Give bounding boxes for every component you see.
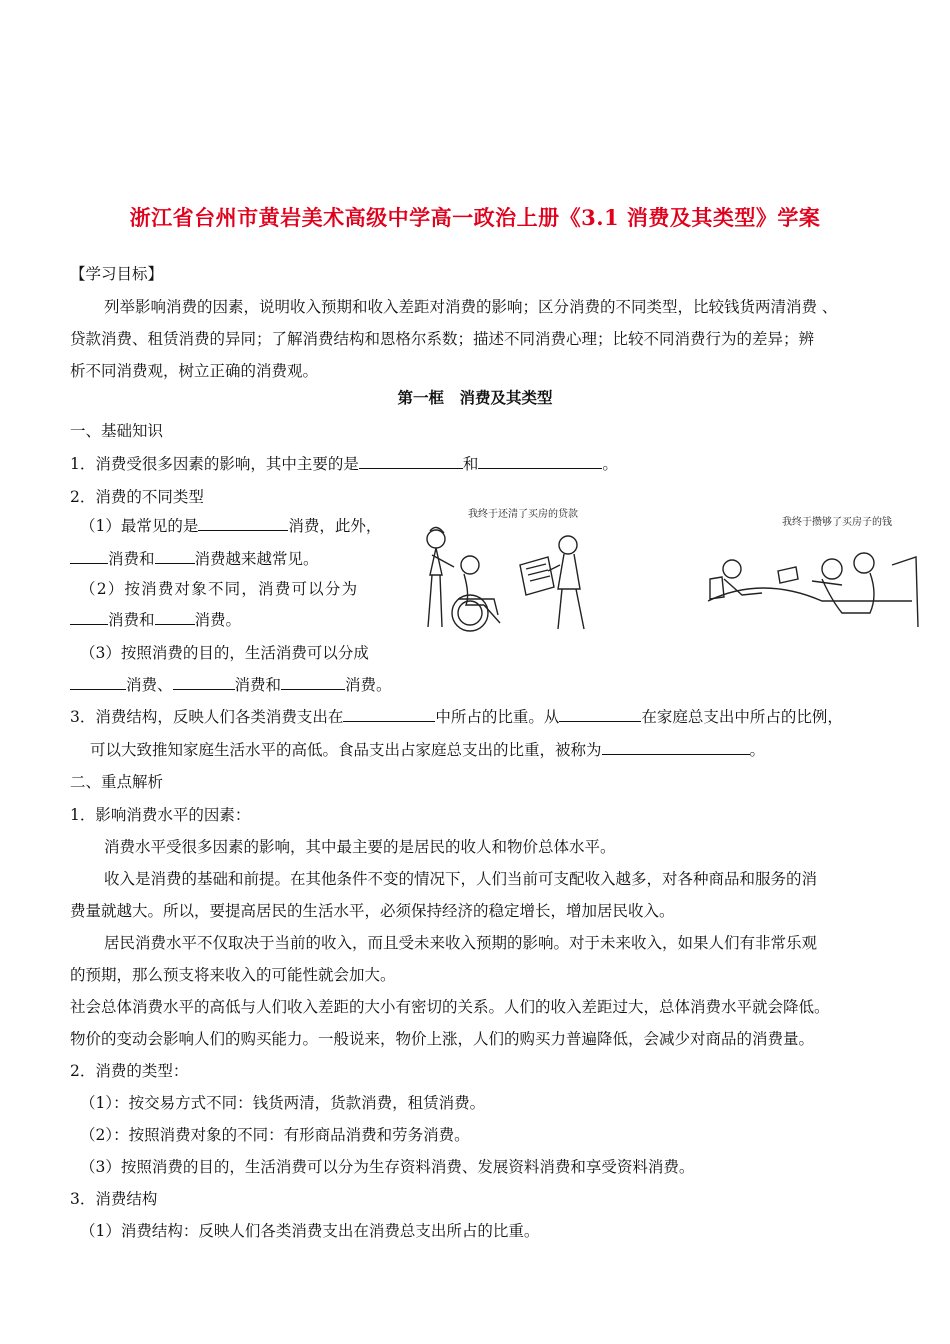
- analysis-2-line: （2）：按照消费对象的不同：有形商品消费和劳务消费。: [80, 1126, 470, 1144]
- blank-7[interactable]: [155, 610, 195, 625]
- analysis-3-head: 3．消费结构: [70, 1190, 158, 1208]
- analysis-3-line: （1）消费结构：反映人们各类消费支出在消费总支出所占的比重。: [80, 1222, 540, 1240]
- question-3-line2: 可以大致推知家庭生活水平的高低。食品支出占家庭总支出的比重，被称为 。: [90, 741, 766, 759]
- blank-9[interactable]: [173, 675, 235, 690]
- question-2-1-line2: 消费和 消费越来越常见。: [70, 547, 319, 569]
- question-2-3-line1: （3）按照消费的目的，生活消费可以分成: [80, 644, 369, 662]
- goal-line-1: 列举影响消费的因素，说明收入预期和收入差距对消费的影响；区分消费的不同类型，比较钱货两清消费 、: [104, 298, 838, 316]
- analysis-header: 二、重点解析: [70, 773, 164, 791]
- analysis-1-head: 1．影响消费水平的因素：: [70, 806, 251, 824]
- analysis-1-line: 物价的变动会影响人们的购买能力。一般说来，物价上涨，人们的购买力普遍降低，会减少对商品的消费量。: [70, 1030, 815, 1048]
- blank-5[interactable]: [155, 549, 195, 564]
- blank-6[interactable]: [70, 610, 108, 625]
- blank-1[interactable]: [359, 454, 463, 469]
- blank-3[interactable]: [198, 516, 288, 531]
- analysis-1-line: 社会总体消费水平的高低与人们收入差距的大小有密切的关系。人们的收入差距过大，总体消费水平就会降低。: [70, 998, 830, 1016]
- blank-12[interactable]: [559, 707, 641, 722]
- question-2-2-line2: 消费和 消费。: [70, 608, 241, 630]
- basic-header: 一、基础知识: [70, 422, 164, 440]
- analysis-1-line: 费量就越大。所以，要提高居民的生活水平，必须保持经济的稳定增长，增加居民收入。: [70, 902, 675, 920]
- blank-11[interactable]: [343, 707, 435, 722]
- question-2: 2．消费的不同类型: [70, 488, 204, 506]
- blank-13[interactable]: [602, 740, 750, 755]
- question-2-1-line1: （1）最常见的是 消费，此外，: [80, 517, 382, 535]
- analysis-1-line: 收入是消费的基础和前提。在其他条件不变的情况下，人们当前可支配收入越多，对各种商品和服务的消: [104, 870, 818, 888]
- question-2-2-line1: （2）按消费对象不同，消费可以分为: [80, 580, 359, 598]
- blank-4[interactable]: [70, 549, 108, 564]
- question-2-3-line2: 消费、 消费和 消费。: [70, 673, 392, 695]
- analysis-1-line: 的预期，那么预支将来收入的可能性就会加大。: [70, 966, 396, 984]
- blank-10[interactable]: [281, 675, 345, 690]
- section-title: 第一框 消费及其类型: [397, 388, 553, 407]
- document-title: 浙江省台州市黄岩美术高级中学高一政治上册《3.1 消费及其类型》学案: [129, 205, 821, 230]
- analysis-2-line: （3）按照消费的目的，生活消费可以分为生存资料消费、发展资料消费和享受资料消费。: [80, 1158, 695, 1176]
- cartoon-loan-repaid: [408, 505, 608, 641]
- blank-8[interactable]: [70, 675, 126, 690]
- goal-line-2: 贷款消费、租赁消费的异同；了解消费结构和恩格尔系数；描述不同消费心理；比较不同消费行为的差异；辨: [70, 330, 815, 348]
- cartoon-right-caption: 我终于攒够了买房子的钱: [782, 517, 892, 528]
- question-1: 1．消费受很多因素的影响，其中主要的是 和 。: [70, 455, 618, 473]
- cartoon-saved-money: [702, 505, 924, 641]
- analysis-1-line: 消费水平受很多因素的影响，其中最主要的是居民的收人和物价总体水平。: [104, 838, 616, 856]
- analysis-1-line: 居民消费水平不仅取决于当前的收入，而且受未来收入预期的影响。对于未来收入，如果人们有非常乐观: [104, 934, 818, 952]
- goal-header: 【学习目标】: [70, 265, 164, 283]
- analysis-2-line: （1）：按交易方式不同：钱货两清，货款消费，租赁消费。: [80, 1094, 486, 1112]
- blank-2[interactable]: [478, 454, 602, 469]
- question-3-line1: 3．消费结构，反映人们各类消费支出在 中所占的比重。从 在家庭总支出中所占的比例，: [70, 708, 843, 726]
- goal-line-3: 析不同消费观，树立正确的消费观。: [70, 362, 319, 380]
- cartoon-left-caption: 我终于还清了买房的贷款: [468, 509, 578, 520]
- analysis-2-head: 2．消费的类型：: [70, 1062, 189, 1080]
